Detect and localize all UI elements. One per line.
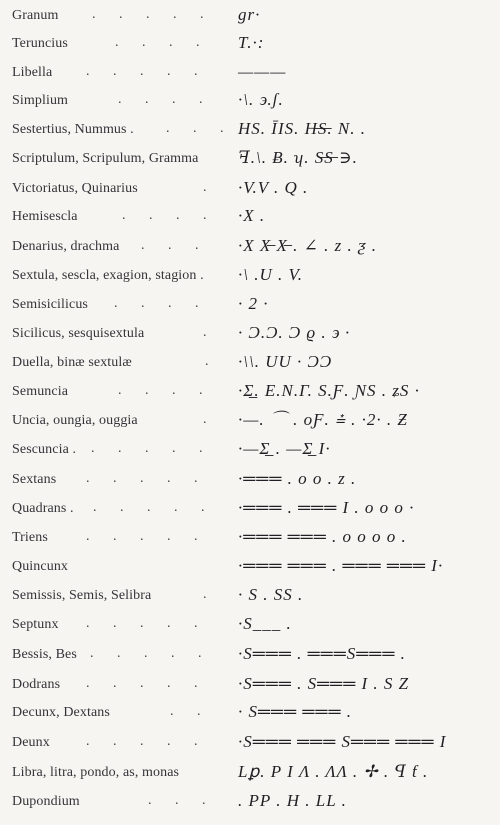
term-label: Victoriatus, Quinarius <box>12 181 138 196</box>
table-row <box>0 60 500 88</box>
dot-leader: . . . . <box>118 92 213 107</box>
term-label: Sextans <box>12 472 57 487</box>
term-label: Quincunx <box>12 559 69 574</box>
table-row <box>0 730 500 758</box>
table-row <box>0 642 500 670</box>
term-label: Simplium <box>12 93 69 108</box>
abbreviation-signs: · S . SS . <box>238 585 304 604</box>
table-row <box>0 146 500 174</box>
abbreviation-signs: ·═══ . o o . z . <box>238 469 357 488</box>
abbreviation-signs: ——— <box>238 62 287 81</box>
abbreviation-signs: ·═══ . ═══ Ι . o o o · <box>238 498 415 517</box>
table-row <box>0 612 500 640</box>
table-row <box>0 234 500 262</box>
term-label: Sescuncia . <box>12 442 77 457</box>
abbreviation-signs: · 2 · <box>238 294 269 313</box>
dot-leader: . . <box>170 704 211 719</box>
abbreviation-signs: ·—Σ̲ . —Σ̲ Ι· <box>238 439 331 458</box>
dot-leader: . . . . . <box>91 441 213 456</box>
term-label: Uncia, oungia, ouggia <box>12 413 138 428</box>
term-label: Deunx <box>12 735 50 750</box>
abbreviation-signs: ·═══ ═══ . o o o o . <box>238 527 407 546</box>
term-label: Dupondium <box>12 794 80 809</box>
table-row <box>0 292 500 320</box>
dot-leader: . <box>203 587 217 602</box>
table-row <box>0 321 500 349</box>
abbreviation-signs: ·\ .U . V. <box>238 265 303 284</box>
table-row <box>0 117 500 145</box>
dot-leader: . <box>203 180 217 195</box>
dot-leader: . . . . . <box>92 7 214 22</box>
table-row <box>0 672 500 700</box>
dot-leader: . . . <box>166 121 234 136</box>
term-label: Libella <box>12 65 53 80</box>
abbreviation-signs: T.·: <box>238 33 265 52</box>
term-label: Septunx <box>12 617 59 632</box>
term-label: Decunx, Dextans <box>12 705 110 720</box>
dot-leader: . . . . . <box>86 676 208 691</box>
term-label: Granum <box>12 8 59 23</box>
table-row <box>0 496 500 524</box>
table-row <box>0 525 500 553</box>
term-label: Quadrans . <box>12 501 74 516</box>
table-row <box>0 437 500 465</box>
term-label: Hemisescla <box>12 209 78 224</box>
dot-leader: . . . . . <box>93 500 215 515</box>
abbreviation-signs: ·V.V . Q . <box>238 178 309 197</box>
term-label: Scriptulum, Scripulum, Gramma <box>12 151 199 166</box>
term-label: Teruncius <box>12 36 68 51</box>
term-label: Triens <box>12 530 48 545</box>
term-label: Sextula, sescla, exagion, stagion . <box>12 268 204 283</box>
table-row <box>0 379 500 407</box>
term-label: Bessis, Bes <box>12 647 77 662</box>
term-label: Duella, binæ sextulæ <box>12 355 132 370</box>
term-label: Libra, litra, pondo, as, monas <box>12 765 180 780</box>
abbreviation-signs: . PP . H . LL . <box>238 791 347 810</box>
abbreviation-signs: · Ͻ.Ɔ. Ͻ ϱ . ϶ · <box>238 323 351 342</box>
table-row <box>0 760 500 788</box>
table-row <box>0 88 500 116</box>
term-label: Sicilicus, sesquisextula <box>12 326 145 341</box>
abbreviation-signs: ·S═══ ═══ S═══ ═══ Ι <box>238 732 447 751</box>
term-label: Semisicilicus <box>12 297 88 312</box>
abbreviation-signs: ·Σ̲. E.N.Γ. S.Ƒ. ƝS . ʑS · <box>238 381 420 400</box>
table-row <box>0 789 500 817</box>
abbreviation-signs: ·S___ . <box>238 614 292 633</box>
table-row <box>0 467 500 495</box>
table-row <box>0 408 500 436</box>
dot-leader: . . . <box>141 238 209 253</box>
dot-leader: . <box>205 354 219 369</box>
term-label: Denarius, drachma <box>12 239 120 254</box>
abbreviation-signs: HS. ĪIS. H̶S̶. N. . <box>238 119 366 138</box>
dot-leader: . . . . . <box>86 64 208 79</box>
table-row <box>0 31 500 59</box>
dot-leader: . . . . . <box>86 529 208 544</box>
table-row <box>0 554 500 582</box>
dot-leader: . . . . . <box>90 646 212 661</box>
abbreviation-signs: Lꝑ. P I Λ . ΛΛ . ✢ . ꟼ ƭ . <box>238 762 429 781</box>
dot-leader: . . . . <box>118 383 213 398</box>
dot-leader: . . . <box>148 793 216 808</box>
abbreviation-signs: ·X X̶ X̶ . ∠ . z . ƺ . <box>238 236 378 255</box>
term-label: Semuncia <box>12 384 69 399</box>
term-label: Sestertius, Nummus . <box>12 122 134 137</box>
abbreviation-signs: ·S═══ . S═══ Ι . S Z <box>238 674 410 693</box>
abbreviation-signs: ·\\. UU · ƆƆ <box>238 352 333 371</box>
abbreviation-signs: ·—. ⌒ . oƑ. ⩮ . ·2· . Ƶ <box>238 410 408 429</box>
abbreviation-signs: ·\. ϶.ʃ. <box>238 90 284 109</box>
term-label: Dodrans <box>12 677 61 692</box>
abbreviation-signs: ·S═══ . ═══S═══ . <box>238 644 406 663</box>
abbreviation-signs: ꟻ.\. Ƀ. ʮ. S̶S̶ ∋. <box>238 148 358 167</box>
dot-leader: . . . . . <box>86 471 208 486</box>
abbreviation-signs: ·═══ ═══ . ═══ ═══ Ι· <box>238 556 444 575</box>
dot-leader: . <box>203 325 217 340</box>
table-row <box>0 176 500 204</box>
table-row <box>0 583 500 611</box>
term-label: Semissis, Semis, Selibra <box>12 588 152 603</box>
abbreviation-signs: · S═══ ═══ . <box>238 702 353 721</box>
dot-leader: . . . . <box>122 208 217 223</box>
table-row <box>0 700 500 728</box>
dot-leader: . . . . . <box>86 616 208 631</box>
abbreviation-signs: gr· <box>238 5 261 24</box>
abbreviation-signs: ·X . <box>238 206 266 225</box>
dot-leader: . . . . <box>115 35 210 50</box>
dot-leader: . . . . . <box>86 734 208 749</box>
dot-leader: . . . . <box>114 296 209 311</box>
table-row <box>0 3 500 31</box>
table-row <box>0 263 500 291</box>
table-row <box>0 350 500 378</box>
table-row <box>0 204 500 232</box>
dot-leader: . <box>203 412 217 427</box>
